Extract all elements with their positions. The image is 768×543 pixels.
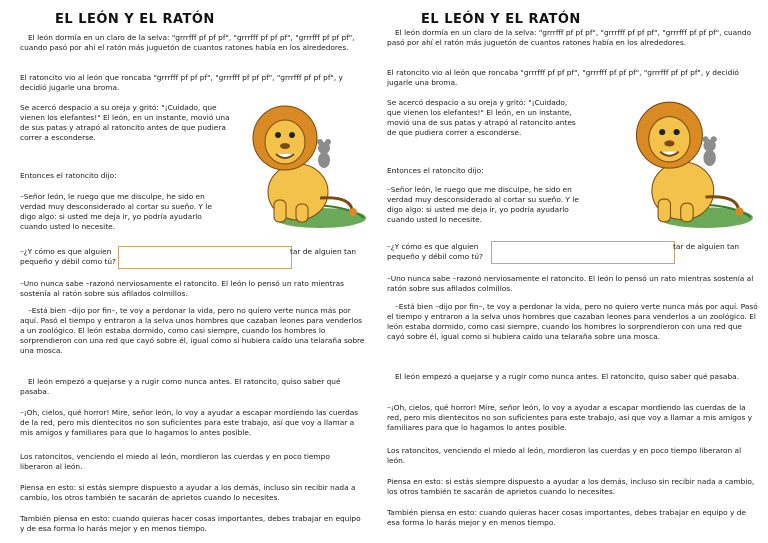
paragraph-5: –Señor león, le ruego que me disculpe, he sido en verdad muy desconsiderado al cortar su sueño. Y le digo algo: si usted me deja ir, yo podría ayudarlo cuando usted lo necesite. <box>20 192 212 231</box>
paragraph-6-end: tar de alguien tan <box>290 247 357 256</box>
paragraph-3: Se acercó despacio a su oreja y gritó: "¡Cuidado, que vienen los elefantes!" El león, en un instante, movió una de sus patas y atrapó al ratoncito antes de que pudiera correr a esconderse. <box>387 98 576 137</box>
paragraph-4: Entonces el ratoncito dijo: <box>387 166 484 175</box>
paragraph-6-line2: pequeño y débil como tú? <box>20 257 116 266</box>
paragraph-10: –¡Oh, cielos, qué horror! Mire, señor león, lo voy a ayudar a escapar mordiendo las cuerdas de la red, pero mis dientecitos no son suficientes para este trabajo, así que voy a llamar a mis amigos y familiares para que lo hagamos lo antes posible. <box>20 408 359 437</box>
paragraph-1: El león dormía en un claro de la selva: "grrrfff pf pf pf", "grrrfff pf pf pf", "grrrfff pf pf pf", cuando pasó por ahí el ratón más juguetón de cuantos ratones había en los alrededores. <box>387 28 752 47</box>
paragraph-6-line2: pequeño y débil como tú? <box>387 252 483 261</box>
paragraph-9: El león empezó a quejarse y a rugir como nunca antes. El ratoncito, quiso saber qué pasaba. <box>20 377 341 396</box>
paragraph-5: –Señor león, le ruego que me disculpe, he sido en verdad muy desconsiderado al cortar su sueño. Y le digo algo: si usted me deja ir, yo podría ayudarlo cuando usted lo necesite. <box>387 185 579 224</box>
page-left <box>0 0 370 543</box>
paragraph-8: –Está bien –dijo por fin–, te voy a perdonar la vida, pero no quiero verte nunca más por aquí. Pasó el tiempo y entraron a la selva unos hombres que cazaban leones para venderlos a un zoológico. El león estaba dormido, como casi siempre, cuando los hombres lo sorprendieron con una red que cayó sobre él, igual como si hubiera caído una telaraña sobre una mosca. <box>20 306 365 355</box>
story-title: EL LEÓN Y EL RATÓN <box>55 12 215 27</box>
answer-blank[interactable] <box>118 246 292 269</box>
paragraph-1: El león dormía en un claro de la selva: "grrrfff pf pf pf", "grrrfff pf pf pf", "grrrfff pf pf pf", cuando pasó por ahí el ratón más juguetón de cuantos ratones había en los alrededores. <box>20 33 355 52</box>
lion-and-mouse-illustration <box>621 96 757 230</box>
paragraph-2: El ratoncito vio al león que roncaba "grrrfff pf pf pf", "grrrfff pf pf pf", "grrrfff pf pf pf", y decidió jugarle una broma. <box>387 68 739 87</box>
paragraph-7: –Uno nunca sabe –razonó nerviosamente el ratoncito. El león lo pensó un rato mientras sostenía al ratón sobre sus afilados colmillos. <box>387 274 754 293</box>
paragraph-8: –Está bien –dijo por fin–, te voy a perdonar la vida, pero no quiero verte nunca más por aquí. Pasó el tiempo y entraron a la selva unos hombres que cazaban leones para venderlos a un zoológico. El león estaba dormido, como casi siempre, cuando los hombres lo sorprendieron con una red que cayó sobre él, igual como si hubiera caído una telaraña sobre una mosca. <box>387 302 758 341</box>
paragraph-6-end: tar de alguien tan <box>673 242 740 251</box>
paragraph-2: El ratoncito vio al león que roncaba "grrrfff pf pf pf", "grrrfff pf pf pf", "grrrfff pf pf pf", y decidió jugarle una broma. <box>20 73 343 92</box>
paragraph-11: Los ratoncitos, venciendo el miedo al león, mordieron las cuerdas y en poco tiempo liberaron al león. <box>20 452 330 471</box>
story-title: EL LEÓN Y EL RATÓN <box>421 12 581 27</box>
paragraph-11: Los ratoncitos, venciendo el miedo al león, mordieron las cuerdas y en poco tiempo liberaron al león. <box>387 446 742 465</box>
paragraph-9: El león empezó a quejarse y a rugir como nunca antes. El ratoncito, quiso saber qué pasaba. <box>395 372 740 381</box>
paragraph-7: –Uno nunca sabe –razonó nerviosamente el ratoncito. El león lo pensó un rato mientras sostenía al ratón sobre sus afilados colmillos. <box>20 279 345 298</box>
paragraph-4: Entonces el ratoncito dijo: <box>20 171 117 180</box>
lion-and-mouse-illustration <box>240 100 368 230</box>
page-right <box>383 0 763 543</box>
answer-blank[interactable] <box>491 241 675 264</box>
paragraph-13: También piensa en esto: cuando quieras hacer cosas importantes, debes trabajar en equipo y de esa forma lo harás mejor y en menos tiempo. <box>20 514 361 533</box>
paragraph-12: Piensa en esto: si estás siempre dispuesto a ayudar a los demás, incluso sin recibir nada a cambio, los otros también te sacarán de aprietos cuando lo necesites. <box>20 483 356 502</box>
paragraph-6-start: –¿Y cómo es que alguien <box>20 247 112 256</box>
paragraph-12: Piensa en esto: si estás siempre dispuesto a ayudar a los demás, incluso sin recibir nada a cambio, los otros también te sacarán de aprietos cuando lo necesites. <box>387 477 755 496</box>
paragraph-3: Se acercó despacio a su oreja y gritó: "¡Cuidado, que vienen los elefantes!" El león, en un instante, movió una de sus patas y atrapó al ratoncito antes de que pudiera correr a esconderse. <box>20 103 230 142</box>
paragraph-10: –¡Oh, cielos, qué horror! Mire, señor león, lo voy a ayudar a escapar mordiendo las cuerdas de la red, pero mis dientecitos no son suficientes para este trabajo, así que voy a llamar a mis amigos y familiares para que lo hagamos lo antes posible. <box>387 403 753 432</box>
paragraph-13: También piensa en esto: cuando quieras hacer cosas importantes, debes trabajar en equipo y de esa forma lo harás mejor y en menos tiempo. <box>387 508 746 527</box>
paragraph-6-start: –¿Y cómo es que alguien <box>387 242 479 251</box>
